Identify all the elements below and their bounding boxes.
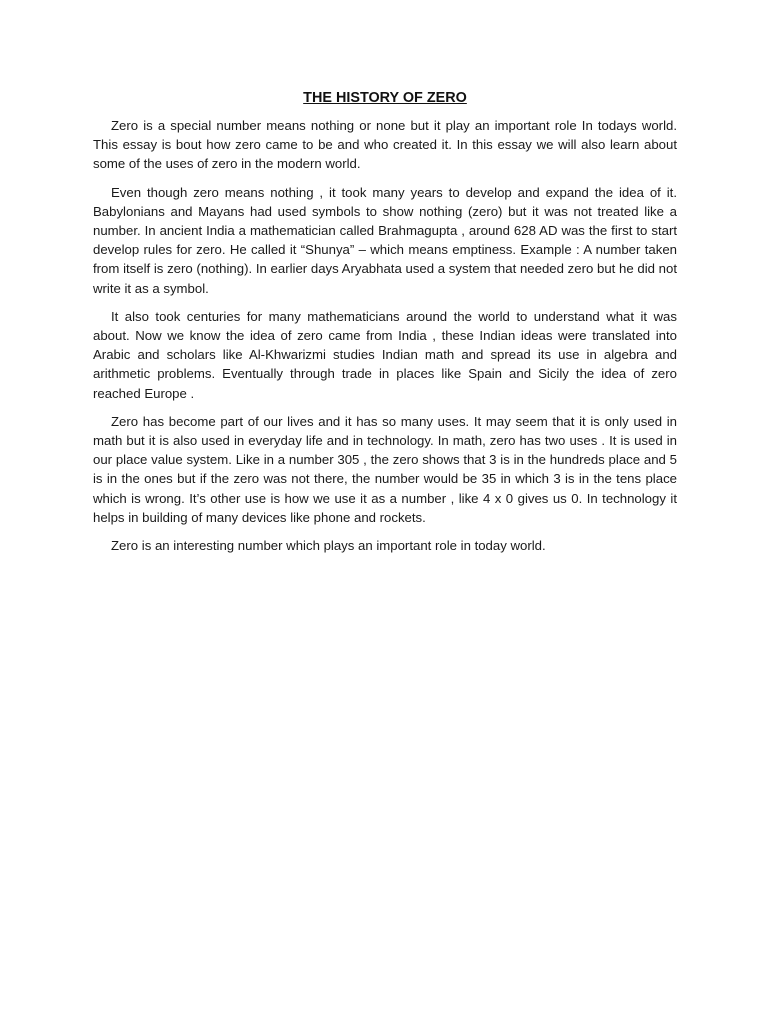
paragraph-origins: Even though zero means nothing , it took many years to develop and expand the idea of it. Babylonians and Mayans had used symbols to show nothing (zero) but it was not treated like a number. In ancient India a mathematician called Brahmagupta , around 628 AD was the first to start develop rules for zero. He called it “Shunya” – which means emptiness. Example : A number taken from itself is zero (nothing). In earlier days Aryabhata used a system that needed zero but he did not write it as a symbol.: [93, 184, 677, 296]
paragraph-uses: Zero has become part of our lives and it has so many uses. It may seem that it is only used in math but it is also used in everyday life and in technology. In math, zero has two uses . It is used in our place value system. Like in a number 305 , the zero shows that 3 is in the hundreds place and 5 is in the ones but if the zero was not there, the number would be 35 in which 3 is in the tens place which is wrong. It’s other use is how we use it as a number , like 4 x 0 gives us 0. In technology it helps in building of many devices like phone and rockets.: [93, 413, 677, 525]
paragraph-conclusion: Zero is an interesting number which plays an important role in today world.: [111, 538, 546, 554]
document-body: [93, 88, 677, 564]
paragraph-introduction: Zero is a special number means nothing or none but it play an important role In todays world. This essay is bout how zero came to be and who created it. In this essay we will also learn about some of the uses of zero in the modern world.: [93, 118, 677, 172]
document-title: THE HISTORY OF ZERO: [303, 90, 467, 106]
paragraph-spread: It also took centuries for many mathematicians around the world to understand what it was about. Now we know the idea of zero came from India , these Indian ideas were translated into Arabic and scholars like Al-Khwarizmi studies Indian math and spread its use in algebra and arithmetic problems. Eventually through trade in places like Spain and Sicily the idea of zero reached Europe .: [93, 308, 677, 401]
